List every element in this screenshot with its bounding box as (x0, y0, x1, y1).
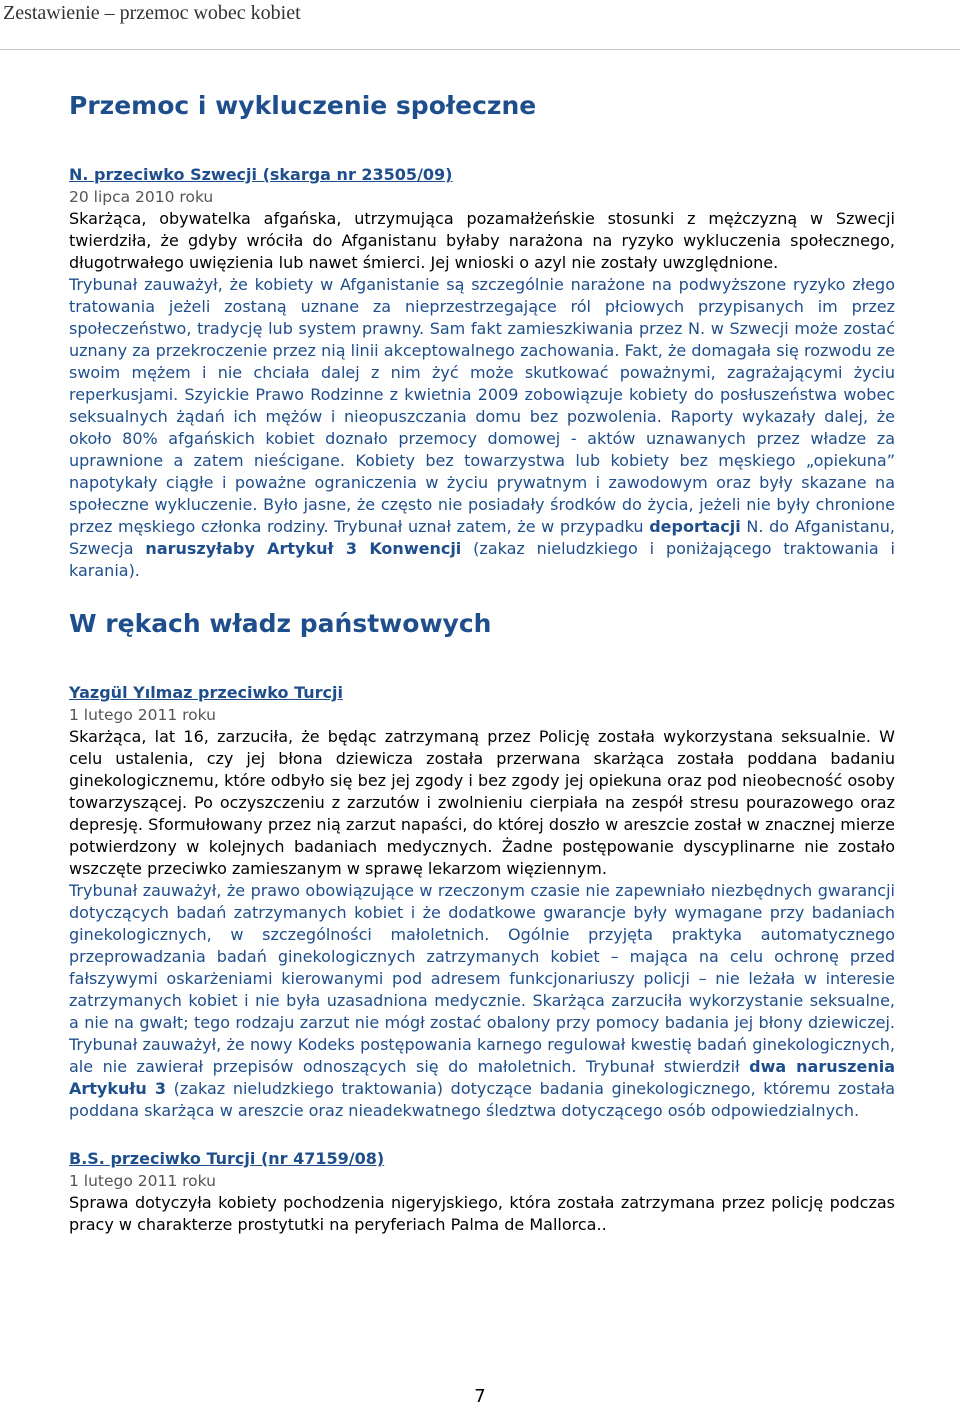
case-ruling (69, 274, 895, 582)
case-ruling (69, 880, 895, 1122)
section-heading-violence-exclusion: Przemoc i wykluczenie społeczne (69, 91, 537, 120)
case-date: 1 lutego 2011 roku (69, 706, 216, 724)
document-body (69, 88, 895, 1236)
case-title-link[interactable]: Yazgül Yılmaz przeciwko Turcji (69, 683, 343, 702)
running-header: Zestawienie – przemoc wobec kobiet (3, 2, 301, 24)
case-date: 1 lutego 2011 roku (69, 1172, 216, 1190)
ruling-text: Trybunał zauważył, że kobiety w Afganistanie są szczególnie narażone na podwyższone ryzyko złego tratowania jeżeli zostaną uznane za nieprzestrzegające ról płciowych przypisanych im przez społeczeństwo, tradycję lub system prawny. Sam fakt zamieszkiwania przez N. w Szwecji może zostać uznany za przekroczenie przez nią linii akceptowalnego zachowania. Fakt, że domagała się rozwodu ze swoim mężem i nie chciała dalej z nim żyć może skutkować poważnymi, zagrażającymi życiu reperkusjami. Szyickie Prawo Rodzinne z kwietnia 2009 zobowiązuje kobiety do posłuszeństwa wobec seksualnych żądań ich mężów i nieopuszczania domu bez pozwolenia. Raporty wykazały dalej, że około 80% afgańskich kobiet doznało przemocy domowej - aktów uznawanych przez władze za uprawnione a zatem nieścigane. Kobiety bez towarzystwa lub kobiety bez męskiego „opiekuna” napotykały ciągłe i poważne ograniczenia w życiu prywatnym i zawodowym oraz były skazane na społeczne wykluczenie. Było jasne, że często nie posiadały środków do życia, jeżeli nie były chronione przez męskiego członka rodziny. Trybunał uznał zatem, że w przypadku (69, 275, 895, 536)
case-n-v-sweden (69, 164, 895, 582)
ruling-text: (zakaz nieludzkiego i poniżającego traktowania i karania). (69, 539, 895, 580)
case-title-link[interactable]: N. przeciwko Szwecji (skarga nr 23505/09) (69, 165, 453, 184)
case-facts: Sprawa dotyczyła kobiety pochodzenia nigeryjskiego, która została zatrzymana przez policję podczas pracy w charakterze prostytutki na peryferiach Palma de Mallorca.. (69, 1193, 895, 1234)
case-facts: Skarżąca, lat 16, zarzuciła, że będąc zatrzymaną przez Policję została wykorzystana seksualnie. W celu ustalenia, czy jej błona dziewicza została przerwana skarżąca została poddana badaniu ginekologicznemu, które odbyło się bez jej zgody i bez zgody jej opiekuna oraz pod nieobecność osoby towarzyszącej. Po oczyszczeniu z zarzutów i zwolnieniu cierpiała na zespół stresu pourazowego oraz depresję. Sformułowany przez nią zarzut napaści, do której doszło w areszcie został w znacznej mierze potwierdzony w kolejnych badaniach medycznych. Żadne postępowanie dyscyplinarne nie zostało wszczęte przeciwko zamieszanym w sprawę lekarzom więziennym. (69, 727, 895, 878)
case-bs-v-turkey (69, 1148, 895, 1236)
case-date: 20 lipca 2010 roku (69, 188, 214, 206)
ruling-text: (zakaz nieludzkiego traktowania) dotyczące badania ginekologicznego, któremu została poddana skarżąca w areszcie oraz nieadekwatnego śledztwa dotyczącego osób odpowiedzialnych. (69, 1079, 895, 1120)
ruling-text: N. do Afganistanu, Szwecja (69, 517, 895, 558)
case-yilmaz-v-turkey (69, 682, 895, 1122)
ruling-text: Trybunał zauważył, że prawo obowiązujące w rzeczonym czasie nie zapewniało niezbędnych gwarancji dotyczących badań zatrzymanych kobiet i że dodatkowe gwarancje były wymagane przy badaniach ginekologicznych, w szczególności małoletnich. Ogólnie przyjęta praktyka automatycznego przeprowadzania badań ginekologicznych zatrzymanych kobiet – mająca na celu ochronę przed fałszywymi oskarżeniami kierowanymi pod adresem funkcjonariuszy policji – nie leżała w interesie zatrzymanych kobiet i nie była uzasadniona medycznie. Skarżąca zarzuciła wykorzystanie seksualne, a nie na gwałt; tego rodzaju zarzut nie mógł zostać obalony przy pomocy badania jej błony dziewiczej. Trybunał zauważył, że nowy Kodeks postępowania karnego regulował kwestię badań ginekologicznych, ale nie zawierał przepisów odnoszących się do małoletnich. Trybunał stwierdził (69, 881, 895, 1076)
page-number: 7 (474, 1386, 486, 1407)
ruling-emphasis: deportacji (649, 517, 741, 536)
case-title-link[interactable]: B.S. przeciwko Turcji (nr 47159/08) (69, 1149, 385, 1168)
section-heading-state-custody: W rękach władz państwowych (69, 609, 492, 638)
case-facts: Skarżąca, obywatelka afgańska, utrzymująca pozamałżeńskie stosunki z mężczyzną w Szwecji twierdziła, że gdyby wróciła do Afganistanu byłaby narażona na ryzyko wykluczenia społecznego, długotrwałego uwięzienia lub nawet śmierci. Jej wnioski o azyl nie zostały uwzględnione. (69, 209, 895, 272)
ruling-emphasis: dwa naruszenia Artykułu 3 (69, 1057, 895, 1098)
ruling-emphasis: naruszyłaby Artykuł 3 Konwencji (145, 539, 462, 558)
header-divider (0, 49, 960, 50)
